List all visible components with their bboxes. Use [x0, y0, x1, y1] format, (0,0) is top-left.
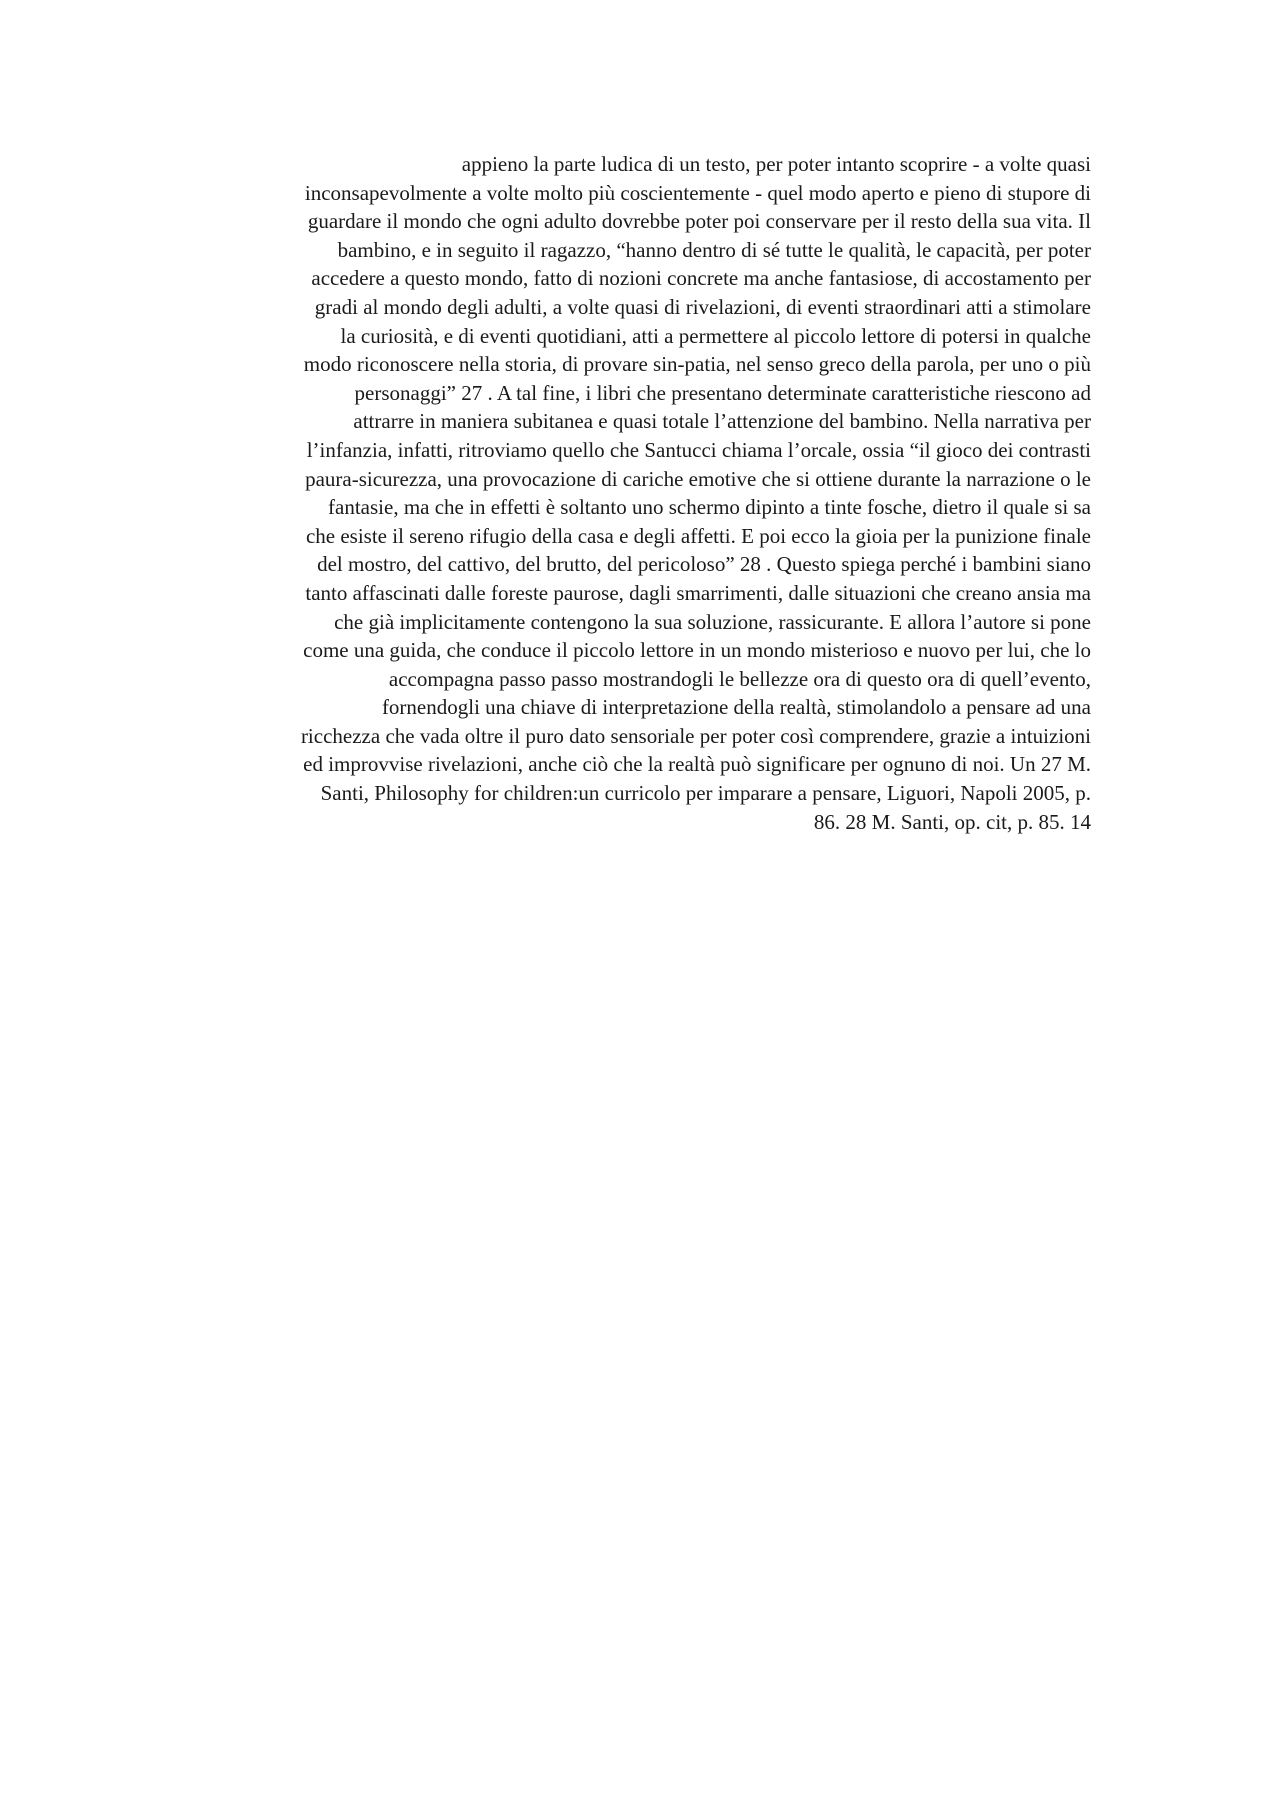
text-line: personaggi” 27 . A tal fine, i libri che presentano determinate caratteristiche riescono ad [354, 380, 1091, 405]
text-line: come una guida, che conduce il piccolo lettore in un mondo misterioso e nuovo per lui, che lo [303, 638, 1091, 663]
text-line: tanto affascinati dalle foreste paurose, dagli smarrimenti, dalle situazioni che creano ansia ma [305, 580, 1091, 605]
text-line: accompagna passo passo mostrandogli le bellezze ora di questo ora di quell’evento, [388, 666, 1091, 691]
text-line: paura-sicurezza, una provocazione di cariche emotive che si ottiene durante la narrazione o le [305, 466, 1091, 491]
text-line: la curiosità, e di eventi quotidiani, atti a permettere al piccolo lettore di potersi in qualche [340, 323, 1091, 348]
text-line: che esiste il sereno rifugio della casa e degli affetti. E poi ecco la gioia per la punizione finale [305, 523, 1091, 548]
text-line: che già implicitamente contengono la sua soluzione, rassicurante. E allora l’autore si pone [334, 609, 1091, 634]
text-line: fantasie, ma che in effetti è soltanto uno schermo dipinto a tinte fosche, dietro il quale si sa [328, 495, 1091, 520]
text-line: appieno la parte ludica di un testo, per poter intanto scoprire - a volte quasi [461, 152, 1091, 176]
text-line: ed improvvise rivelazioni, anche ciò che la realtà può significare per ognuno di noi. Un 27 M. [303, 752, 1091, 777]
text-line: attrarre in maniera subitanea e quasi totale l’attenzione del bambino. Nella narrativa per [353, 409, 1091, 434]
text-line: ricchezza che vada oltre il puro dato sensoriale per poter così comprendere, grazie a intuizioni [300, 723, 1091, 748]
text-line: modo riconoscere nella storia, di provare sin-patia, nel senso greco della parola, per uno o più [303, 352, 1091, 377]
text-line: inconsapevolmente a volte molto più coscientemente - quel modo aperto e pieno di stupore di [304, 180, 1091, 205]
text-line: del mostro, del cattivo, del brutto, del pericoloso” 28 . Questo spiega perché i bambini siano [317, 552, 1091, 577]
body-text [190, 150, 1091, 836]
text-line: guardare il mondo che ogni adulto dovrebbe poter poi conservare per il resto della sua vita. Il [307, 209, 1091, 234]
text-line: gradi al mondo degli adulti, a volte quasi di rivelazioni, di eventi straordinari atti a stimolare [314, 294, 1091, 319]
text-line: bambino, e in seguito il ragazzo, “hanno dentro di sé tutte le qualità, le capacità, per poter [337, 237, 1091, 262]
footnote-line: 86. 28 M. Santi, op. cit, p. 85. 14 [813, 809, 1091, 834]
text-line: l’infanzia, infatti, ritroviamo quello che Santucci chiama l’orcale, ossia “il gioco dei contrasti [306, 437, 1091, 462]
text-line: fornendogli una chiave di interpretazione della realtà, stimolandolo a pensare ad una [381, 695, 1091, 720]
footnote-line: Santi, Philosophy for children:un curricolo per imparare a pensare, Liguori, Napoli 2005, p. [320, 781, 1091, 806]
text-line: accedere a questo mondo, fatto di nozioni concrete ma anche fantasiose, di accostamento per [311, 266, 1091, 291]
